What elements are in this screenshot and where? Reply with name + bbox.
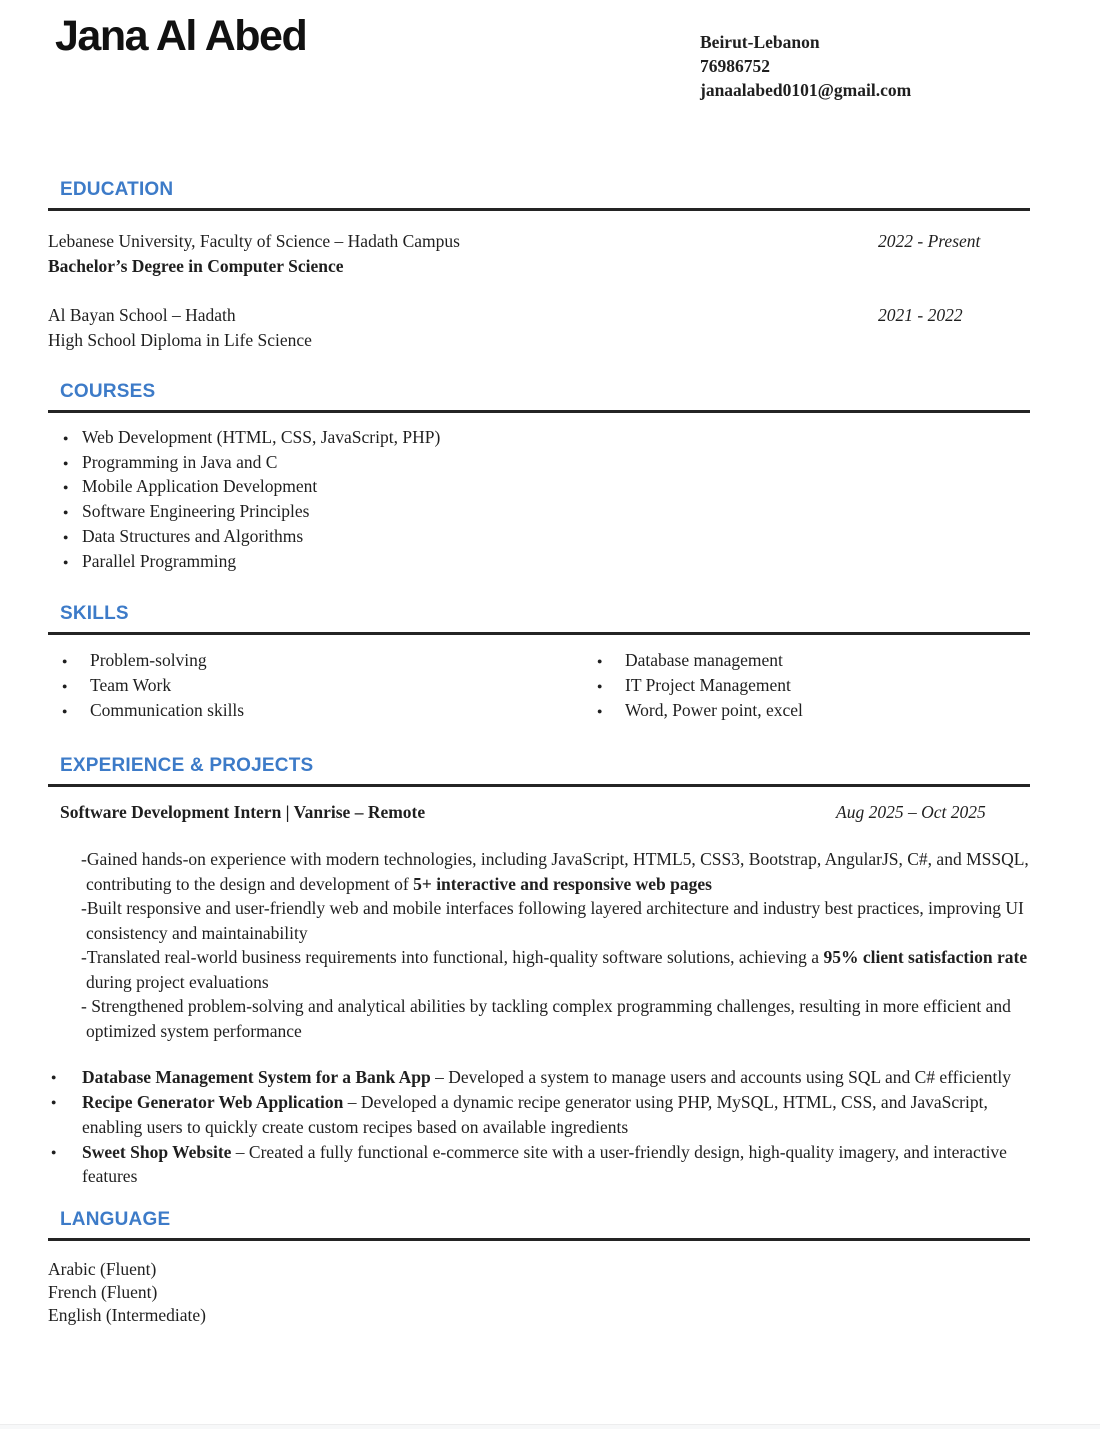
courses-list xyxy=(48,425,1030,573)
section-experience xyxy=(48,755,1030,1189)
experience-title: EXPERIENCE & PROJECTS xyxy=(60,755,314,777)
skills-list-left xyxy=(48,648,595,723)
education-entry xyxy=(48,303,1030,353)
skills-list-right xyxy=(595,648,1030,723)
experience-role-row xyxy=(48,800,1030,824)
course-item: ● Software Engineering Principles xyxy=(48,499,1030,524)
skills-title: SKILLS xyxy=(60,603,129,625)
language-item: Arabic (Fluent) xyxy=(48,1258,157,1279)
courses-title: COURSES xyxy=(60,381,156,402)
role-detail-line: - Strengthened problem-solving and analytical abilities by tackling complex programming challenges, resulting in more efficient and optimized system performance xyxy=(81,996,1011,1041)
project-item: ● Sweet Shop Website – Created a fully functional e-commerce site with a user-friendly design, high-quality imagery, and interactive features xyxy=(48,1140,1030,1189)
candidate-name: Jana Al Abed xyxy=(55,12,307,60)
contact-block xyxy=(700,30,911,102)
skill-item: ● IT Project Management xyxy=(595,673,1030,698)
role-details xyxy=(48,847,1030,1043)
course-item: ● Mobile Application Development xyxy=(48,474,1030,499)
education-entry-row xyxy=(48,229,1030,254)
language-list xyxy=(48,1258,1030,1327)
language-title: LANGUAGE xyxy=(60,1208,171,1230)
education-institution: Lebanese University, Faculty of Science – Hadath Campus xyxy=(48,231,460,251)
projects-list xyxy=(48,1065,1030,1189)
role-title: Software Development Intern | Vanrise – Remote xyxy=(60,802,426,823)
courses-rule xyxy=(48,410,1030,413)
section-language xyxy=(48,1209,1030,1327)
course-item: ● Web Development (HTML, CSS, JavaScript, PHP) xyxy=(48,425,1030,450)
education-rule xyxy=(48,208,1030,211)
project-item: ● Recipe Generator Web Application – Developed a dynamic recipe generator using PHP, MySQL, HTML, CSS, and JavaScript, enabling users to quickly create custom recipes based on available ingredients xyxy=(48,1090,1030,1139)
language-item: French (Fluent) xyxy=(48,1281,158,1302)
education-title: EDUCATION xyxy=(60,179,174,200)
education-degree: High School Diploma in Life Science xyxy=(48,330,312,350)
section-skills xyxy=(48,603,1030,723)
language-rule xyxy=(48,1238,1030,1241)
education-dates: 2021 - 2022 xyxy=(878,305,963,325)
skills-rule xyxy=(48,632,1030,635)
education-entry-row xyxy=(48,303,1030,328)
course-item: ● Parallel Programming xyxy=(48,549,1030,574)
experience-rule xyxy=(48,784,1030,787)
role-dates: Aug 2025 – Oct 2025 xyxy=(836,802,986,823)
role-detail-line: -Gained hands-on experience with modern technologies, including JavaScript, HTML5, CSS3, Bootstrap, AngularJS, C#, and MSSQL, contributing to the design and development of 5+ interactive and responsive web pages xyxy=(81,849,1029,894)
skill-item: ● Communication skills xyxy=(48,698,595,723)
course-item: ● Programming in Java and C xyxy=(48,450,1030,475)
skill-item: ● Team Work xyxy=(48,673,595,698)
contact-location: Beirut-Lebanon xyxy=(700,32,820,52)
skill-item: ● Problem-solving xyxy=(48,648,595,673)
page-bottom-edge xyxy=(0,1424,1100,1429)
education-degree: Bachelor’s Degree in Computer Science xyxy=(48,256,344,276)
skills-columns xyxy=(48,648,1030,723)
education-institution: Al Bayan School – Hadath xyxy=(48,305,236,325)
section-courses xyxy=(48,381,1030,573)
skill-item: ● Word, Power point, excel xyxy=(595,698,1030,723)
contact-email: janaalabed0101@gmail.com xyxy=(700,80,912,100)
language-item: English (Intermediate) xyxy=(48,1304,206,1325)
skill-item: ● Database management xyxy=(595,648,1030,673)
resume-header xyxy=(48,0,1030,117)
role-detail-line: -Built responsive and user-friendly web and mobile interfaces following layered architecture and industry best practices, improving UI consistency and maintainability xyxy=(81,898,1024,943)
section-education xyxy=(48,179,1030,353)
contact-phone: 76986752 xyxy=(700,56,770,76)
project-item: ● Database Management System for a Bank App – Developed a system to manage users and accounts using SQL and C# efficiently xyxy=(48,1065,1030,1090)
education-entries xyxy=(48,229,1030,353)
education-dates: 2022 - Present xyxy=(878,231,981,251)
course-item: ● Data Structures and Algorithms xyxy=(48,524,1030,549)
role-detail-line: -Translated real-world business requirements into functional, high-quality software solutions, achieving a 95% client satisfaction rate during project evaluations xyxy=(81,947,1028,992)
education-entry xyxy=(48,229,1030,279)
